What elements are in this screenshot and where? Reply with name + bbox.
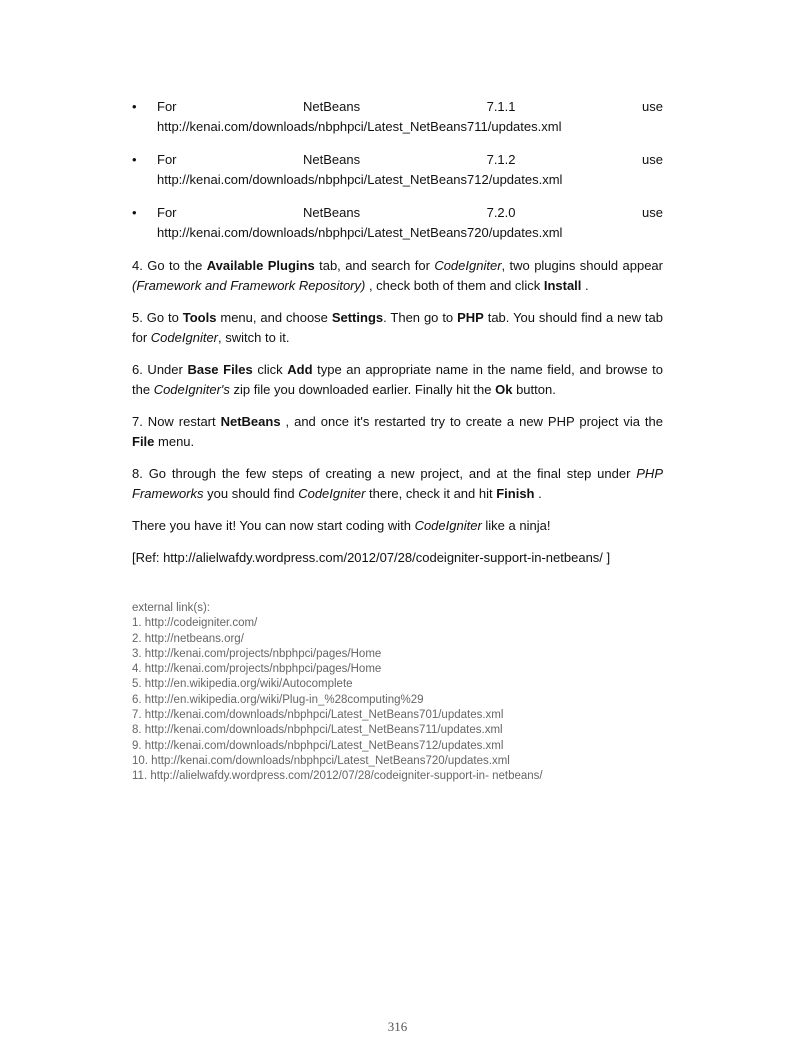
php-frameworks-term: PHP Frameworks bbox=[132, 466, 663, 501]
tools-term: Tools bbox=[182, 310, 217, 325]
text: menu, and choose bbox=[216, 310, 332, 325]
settings-term: Settings bbox=[331, 310, 384, 325]
text: tab, and search for bbox=[314, 258, 435, 273]
bullet-dot: • bbox=[132, 99, 137, 114]
external-link[interactable]: 3. http://kenai.com/projects/nbphpci/pages/Home bbox=[132, 647, 382, 660]
text: 4. Go to the bbox=[132, 258, 207, 273]
codeigniter-term: CodeIgniter bbox=[150, 330, 219, 345]
text: zip file you downloaded earlier. Finally hit the bbox=[229, 382, 496, 397]
external-link[interactable]: 6. http://en.wikipedia.org/wiki/Plug-in_%28computing%29 bbox=[132, 693, 424, 706]
external-link[interactable]: 8. http://kenai.com/downloads/nbphpci/Latest_NetBeans711/updates.xml bbox=[132, 724, 503, 737]
netbeans-term: NetBeans bbox=[220, 414, 281, 429]
bullet-url[interactable]: http://kenai.com/downloads/nbphpci/Latest_NetBeans712/updates.xml bbox=[157, 172, 563, 187]
text: , and once it's restarted try to create a new PHP project via the bbox=[280, 414, 663, 429]
closing-paragraph bbox=[132, 516, 663, 536]
text: button. bbox=[512, 382, 556, 397]
step-8-paragraph bbox=[132, 464, 663, 504]
bullet-dot: • bbox=[132, 152, 137, 167]
codeigniter-term: CodeIgniter's bbox=[153, 382, 230, 397]
bullet-word: NetBeans bbox=[303, 205, 361, 220]
install-term: Install bbox=[543, 278, 582, 293]
bullet-line bbox=[157, 97, 663, 117]
finish-term: Finish bbox=[496, 486, 535, 501]
bullet-item bbox=[132, 203, 663, 243]
external-link[interactable]: 9. http://kenai.com/downloads/nbphpci/Latest_NetBeans712/updates.xml bbox=[132, 739, 504, 752]
text: 6. Under bbox=[132, 362, 188, 377]
step-6-paragraph bbox=[132, 360, 663, 400]
text: , switch to it. bbox=[218, 330, 290, 345]
bullet-word: 7.2.0 bbox=[486, 205, 516, 220]
step-5-paragraph bbox=[132, 308, 663, 348]
bullet-word: 7.1.2 bbox=[486, 152, 516, 167]
text: tab. You should find a new tab for bbox=[132, 310, 663, 345]
available-plugins-term: Available Plugins bbox=[206, 258, 315, 273]
text: . Then go to bbox=[383, 310, 458, 325]
text: you should find bbox=[203, 486, 299, 501]
external-links-heading: external link(s): bbox=[132, 602, 210, 614]
external-link[interactable]: 5. http://en.wikipedia.org/wiki/Autocomplete bbox=[132, 678, 353, 691]
plugin-names: (Framework and Framework Repository) bbox=[132, 278, 366, 293]
bullet-word: use bbox=[642, 99, 663, 114]
text: , check both of them and click bbox=[365, 278, 544, 293]
step-4-paragraph bbox=[132, 256, 663, 296]
bullet-word: use bbox=[642, 152, 663, 167]
bullet-item bbox=[132, 97, 663, 137]
external-links bbox=[132, 601, 663, 785]
step-7-paragraph bbox=[132, 412, 663, 452]
text: There you have it! You can now start coding with bbox=[132, 518, 415, 533]
bullet-url[interactable]: http://kenai.com/downloads/nbphpci/Latest_NetBeans711/updates.xml bbox=[157, 119, 562, 134]
bullet-word: For bbox=[157, 205, 177, 220]
text: 8. Go through the few steps of creating a new project, and at the final step under bbox=[132, 466, 637, 481]
bullet-line bbox=[157, 150, 663, 170]
bullet-url[interactable]: http://kenai.com/downloads/nbphpci/Latest_NetBeans720/updates.xml bbox=[157, 225, 563, 240]
codeigniter-term: CodeIgniter bbox=[414, 518, 482, 533]
base-files-term: Base Files bbox=[187, 362, 253, 377]
external-link[interactable]: 1. http://codeigniter.com/ bbox=[132, 617, 258, 630]
ok-term: Ok bbox=[495, 382, 513, 397]
text: , two plugins should appear bbox=[501, 258, 663, 273]
file-term: File bbox=[132, 434, 155, 449]
text: there, check it and hit bbox=[365, 486, 497, 501]
text: . bbox=[534, 486, 542, 501]
external-link[interactable]: 4. http://kenai.com/projects/nbphpci/pages/Home bbox=[132, 663, 382, 676]
external-link[interactable]: 10. http://kenai.com/downloads/nbphpci/Latest_NetBeans720/updates.xml bbox=[132, 754, 510, 767]
text: type an appropriate name in the name field, and browse to the bbox=[132, 362, 663, 397]
php-term: PHP bbox=[457, 310, 484, 325]
codeigniter-term: CodeIgniter bbox=[434, 258, 502, 273]
external-link[interactable]: 2. http://netbeans.org/ bbox=[132, 632, 244, 645]
text: 7. Now restart bbox=[132, 414, 221, 429]
bullet-dot: • bbox=[132, 205, 137, 220]
bullet-word: For bbox=[157, 99, 177, 114]
bullet-word: For bbox=[157, 152, 177, 167]
text: 5. Go to bbox=[132, 310, 183, 325]
codeigniter-term: CodeIgniter bbox=[298, 486, 366, 501]
text: like a ninja! bbox=[481, 518, 551, 533]
text: click bbox=[252, 362, 288, 377]
external-link[interactable]: 11. http://alielwafdy.wordpress.com/2012/07/28/codeigniter-support-in- netbeans/ bbox=[132, 770, 543, 783]
bullet-word: use bbox=[642, 205, 663, 220]
text: . bbox=[581, 278, 589, 293]
external-link[interactable]: 7. http://kenai.com/downloads/nbphpci/Latest_NetBeans701/updates.xml bbox=[132, 709, 504, 722]
page-content bbox=[132, 97, 663, 785]
text: menu. bbox=[154, 434, 195, 449]
bullet-item bbox=[132, 150, 663, 190]
page-number: 316 bbox=[387, 1019, 408, 1034]
reference-paragraph: [Ref: http://alielwafdy.wordpress.com/2012/07/28/codeigniter-support-in-netbeans/ ] bbox=[132, 550, 611, 565]
bullet-word: NetBeans bbox=[303, 99, 361, 114]
bullet-word: NetBeans bbox=[303, 152, 361, 167]
bullet-word: 7.1.1 bbox=[486, 99, 516, 114]
bullet-line bbox=[157, 203, 663, 223]
add-term: Add bbox=[287, 362, 313, 377]
